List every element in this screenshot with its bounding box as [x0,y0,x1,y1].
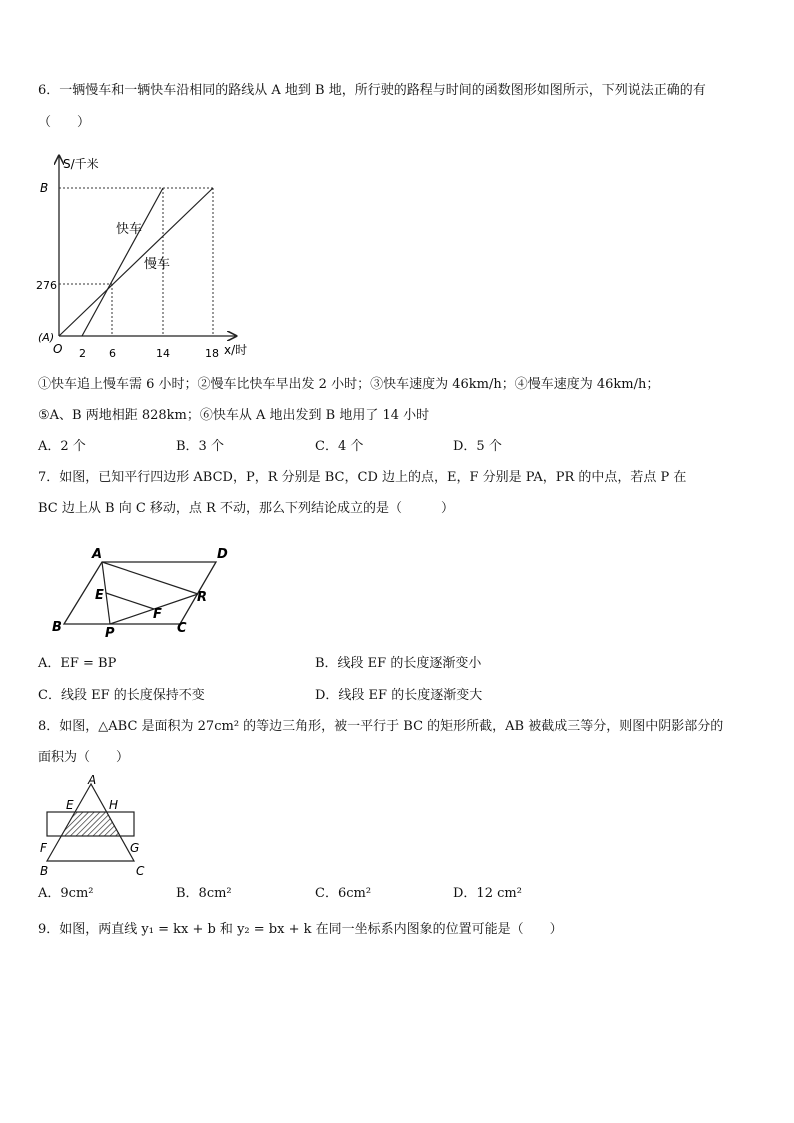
x-tick-14: 14 [156,347,170,360]
q6-stem-line2: （ ） [38,115,91,130]
shaded-region [61,812,121,836]
label-E: E [95,588,104,603]
q7-option-a: A．EF = BP [38,656,117,671]
q6-option-a: A．2 个 [38,439,86,454]
q6-option-b: B．3 个 [176,439,224,454]
label-E: E [66,798,74,812]
label-R: R [197,590,208,605]
q8-option-c: C．6cm² [315,886,372,901]
fast-car-label: 快车 [116,222,143,237]
label-F: F [153,607,162,622]
label-B: B [52,620,62,635]
y-tick-276: 276 [36,279,57,292]
slow-car-label: 慢车 [144,257,171,272]
q6-option-c: C．4 个 [315,439,364,454]
q8-stem-line2: 面积为（ ） [38,750,130,765]
q6-statements-line2: ⑤A、B 两地相距 828km；⑥快车从 A 地出发到 B 地用了 14 小时 [38,408,430,423]
label-G: G [130,841,140,855]
y-tick-B: B [40,181,49,195]
q6-statements-line1: ①快车追上慢车需 6 小时；②慢车比快车早出发 2 小时；③快车速度为 46km/h；④慢车速度为 46km/h； [38,377,660,392]
q8-option-a: A．9cm² [38,886,94,901]
label-A: A [92,547,103,562]
q8-stem-line1: 8．如图，△ABC 是面积为 27cm² 的等边三角形，被一平行于 BC 的矩形所截，AB 被截成三等分，则图中阴影部分的 [38,719,724,734]
y-tick-A: (A) [38,331,55,344]
q8-option-d: D．12 cm² [453,886,522,901]
label-F: F [40,841,47,855]
q7-stem-line2: BC 边上从 B 向 C 移动，点 R 不动，那么下列结论成立的是（ ） [38,501,454,516]
q8-triangle-figure [32,772,162,882]
q6-stem-line1: 6．一辆慢车和一辆快车沿相同的路线从 A 地到 B 地，所行驶的路程与时间的函数图形如图所示，下列说法正确的有 [38,83,706,98]
q7-option-c: C．线段 EF 的长度保持不变 [38,688,205,703]
x-tick-2: 2 [79,347,86,360]
label-B: B [40,864,49,878]
q7-parallelogram-figure [44,540,244,645]
label-H: H [109,798,119,812]
q6-option-d: D．5 个 [453,439,502,454]
slow-car-line [59,188,213,336]
q8-option-b: B．8cm² [176,886,232,901]
x-axis-label: x/时 [224,343,248,357]
q7-option-d: D．线段 EF 的长度逐渐变大 [315,688,483,703]
q9-stem: 9．如图，两直线 y₁ = kx + b 和 y₂ = bx + k 在同一坐标系内图象的位置可能是（ ） [38,922,563,937]
q6-distance-time-graph [30,150,260,365]
label-D: D [217,547,228,562]
q7-option-b: B．线段 EF 的长度逐渐变小 [315,656,482,671]
x-tick-6: 6 [109,347,116,360]
label-A: A [88,773,97,787]
label-C: C [136,864,145,878]
label-P: P [105,626,115,641]
q7-stem-line1: 7．如图，已知平行四边形 ABCD，P，R 分别是 BC，CD 边上的点，E，F 分别是 PA，PR 的中点，若点 P 在 [38,470,687,485]
label-C: C [177,621,187,636]
x-tick-18: 18 [205,347,219,360]
y-axis-label: S/千米 [63,157,99,171]
origin-label: O [53,342,63,356]
